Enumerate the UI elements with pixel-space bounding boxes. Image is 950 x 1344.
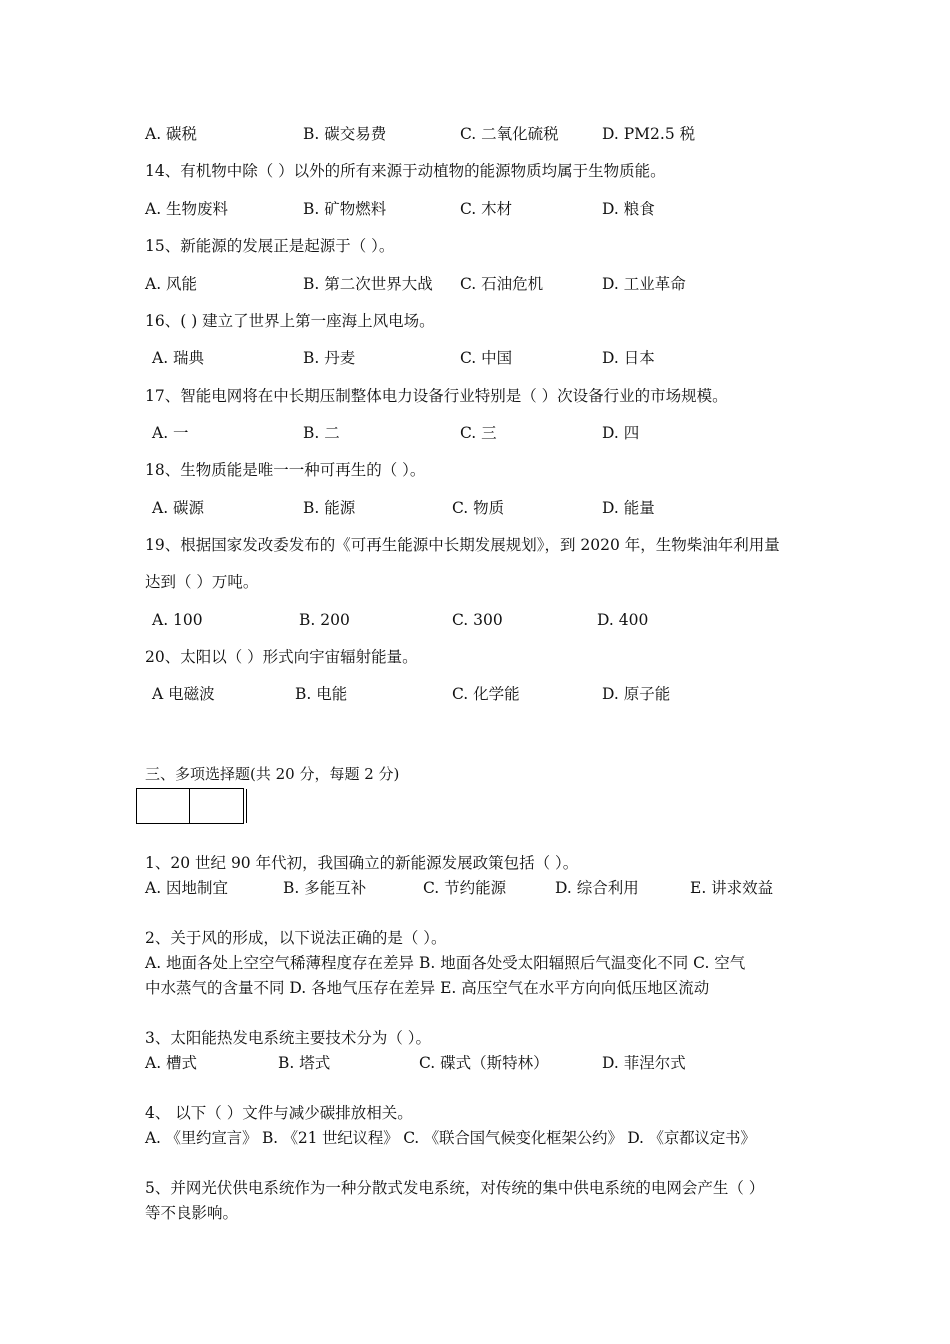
- q19-stem-line2: 达到（ ）万吨。: [145, 573, 259, 591]
- q14-option-b: B. 矿物燃料: [303, 200, 387, 218]
- score-box-divider: [189, 789, 190, 823]
- m3-stem: 3、太阳能热发电系统主要技术分为（ ）。: [145, 1029, 432, 1047]
- q17-option-b: B. 二: [303, 424, 340, 442]
- m5-stem-line1: 5、并网光伏供电系统作为一种分散式发电系统，对传统的集中供电系统的电网会产生（ ）: [145, 1179, 765, 1197]
- q16-option-d: D. 日本: [602, 349, 655, 367]
- score-box: [136, 788, 244, 824]
- q19-option-b: B. 200: [299, 611, 350, 629]
- section-title: 三、多项选择题(共 20 分，每题 2 分): [145, 765, 400, 783]
- q15-option-a: A. 风能: [145, 275, 198, 293]
- q13-option-c: C. 二氧化硫税: [460, 125, 559, 143]
- q16-option-c: C. 中国: [460, 349, 513, 367]
- m1-option-c: C. 节约能源: [423, 879, 507, 897]
- q20-stem: 20、太阳以（ ）形式向宇宙辐射能量。: [145, 648, 418, 666]
- q20-option-d: D. 原子能: [602, 685, 671, 703]
- q20-option-b: B. 电能: [295, 685, 348, 703]
- q20-option-c: C. 化学能: [452, 685, 520, 703]
- q13-option-b: B. 碳交易费: [303, 125, 387, 143]
- q14-option-a: A. 生物废料: [145, 200, 229, 218]
- q19-stem-line1: 19、根据国家发改委发布的《可再生能源中长期发展规划》，到 2020 年，生物柴油年利用量: [145, 536, 780, 554]
- q15-option-d: D. 工业革命: [602, 275, 686, 293]
- q15-option-b: B. 第二次世界大战: [303, 275, 433, 293]
- q13-option-a: A. 碳税: [145, 125, 198, 143]
- m1-stem: 1、20 世纪 90 年代初，我国确立的新能源发展政策包括（ ）。: [145, 854, 579, 872]
- m1-option-d: D. 综合利用: [555, 879, 639, 897]
- m1-option-e: E. 讲求效益: [690, 879, 774, 897]
- q20-option-a: A 电磁波: [152, 685, 215, 703]
- q18-option-c: C. 物质: [452, 499, 505, 517]
- m2-options-line1: A. 地面各处上空空气稀薄程度存在差异 B. 地面各处受太阳辐照后气温变化不同 C. 空气: [145, 954, 746, 972]
- m2-stem: 2、关于风的形成，以下说法正确的是（ ）。: [145, 929, 447, 947]
- q18-option-b: B. 能源: [303, 499, 356, 517]
- q19-option-d: D. 400: [597, 611, 649, 629]
- q16-option-a: A. 瑞典: [152, 349, 205, 367]
- q13-option-d: D. PM2.5 税: [602, 125, 696, 143]
- q16-option-b: B. 丹麦: [303, 349, 356, 367]
- q17-option-a: A. 一: [152, 424, 189, 442]
- q14-stem: 14、有机物中除（ ）以外的所有来源于动植物的能源物质均属于生物质能。: [145, 162, 666, 180]
- q18-option-a: A. 碳源: [152, 499, 205, 517]
- q19-option-c: C. 300: [452, 611, 503, 629]
- m3-option-d: D. 菲涅尔式: [602, 1054, 686, 1072]
- m3-option-a: A. 槽式: [145, 1054, 198, 1072]
- q15-stem: 15、新能源的发展正是起源于（ ）。: [145, 237, 395, 255]
- q17-option-d: D. 四: [602, 424, 640, 442]
- q14-option-c: C. 木材: [460, 200, 513, 218]
- score-box-edge: [246, 789, 247, 823]
- q15-option-c: C. 石油危机: [460, 275, 544, 293]
- m1-option-a: A. 因地制宜: [145, 879, 229, 897]
- m4-stem: 4、 以下（ ）文件与减少碳排放相关。: [145, 1104, 413, 1122]
- q18-stem: 18、生物质能是唯一一种可再生的（ ）。: [145, 461, 426, 479]
- q16-stem: 16、( ) 建立了世界上第一座海上风电场。: [145, 312, 435, 330]
- m4-options-line: A. 《里约宣言》 B. 《21 世纪议程》 C. 《联合国气候变化框架公约》 D. 《京都议定书》: [145, 1129, 756, 1147]
- q19-option-a: A. 100: [152, 611, 203, 629]
- q14-option-d: D. 粮食: [602, 200, 655, 218]
- m3-option-b: B. 塔式: [278, 1054, 331, 1072]
- q18-option-d: D. 能量: [602, 499, 655, 517]
- m5-stem-line2: 等不良影响。: [145, 1204, 239, 1222]
- q17-option-c: C. 三: [460, 424, 497, 442]
- m2-options-line2: 中水蒸气的含量不同 D. 各地气压存在差异 E. 高压空气在水平方向向低压地区流动: [145, 979, 710, 997]
- q17-stem: 17、智能电网将在中长期压制整体电力设备行业特别是（ ）次设备行业的市场规模。: [145, 387, 728, 405]
- m3-option-c: C. 碟式（斯特林）: [419, 1054, 549, 1072]
- m1-option-b: B. 多能互补: [283, 879, 367, 897]
